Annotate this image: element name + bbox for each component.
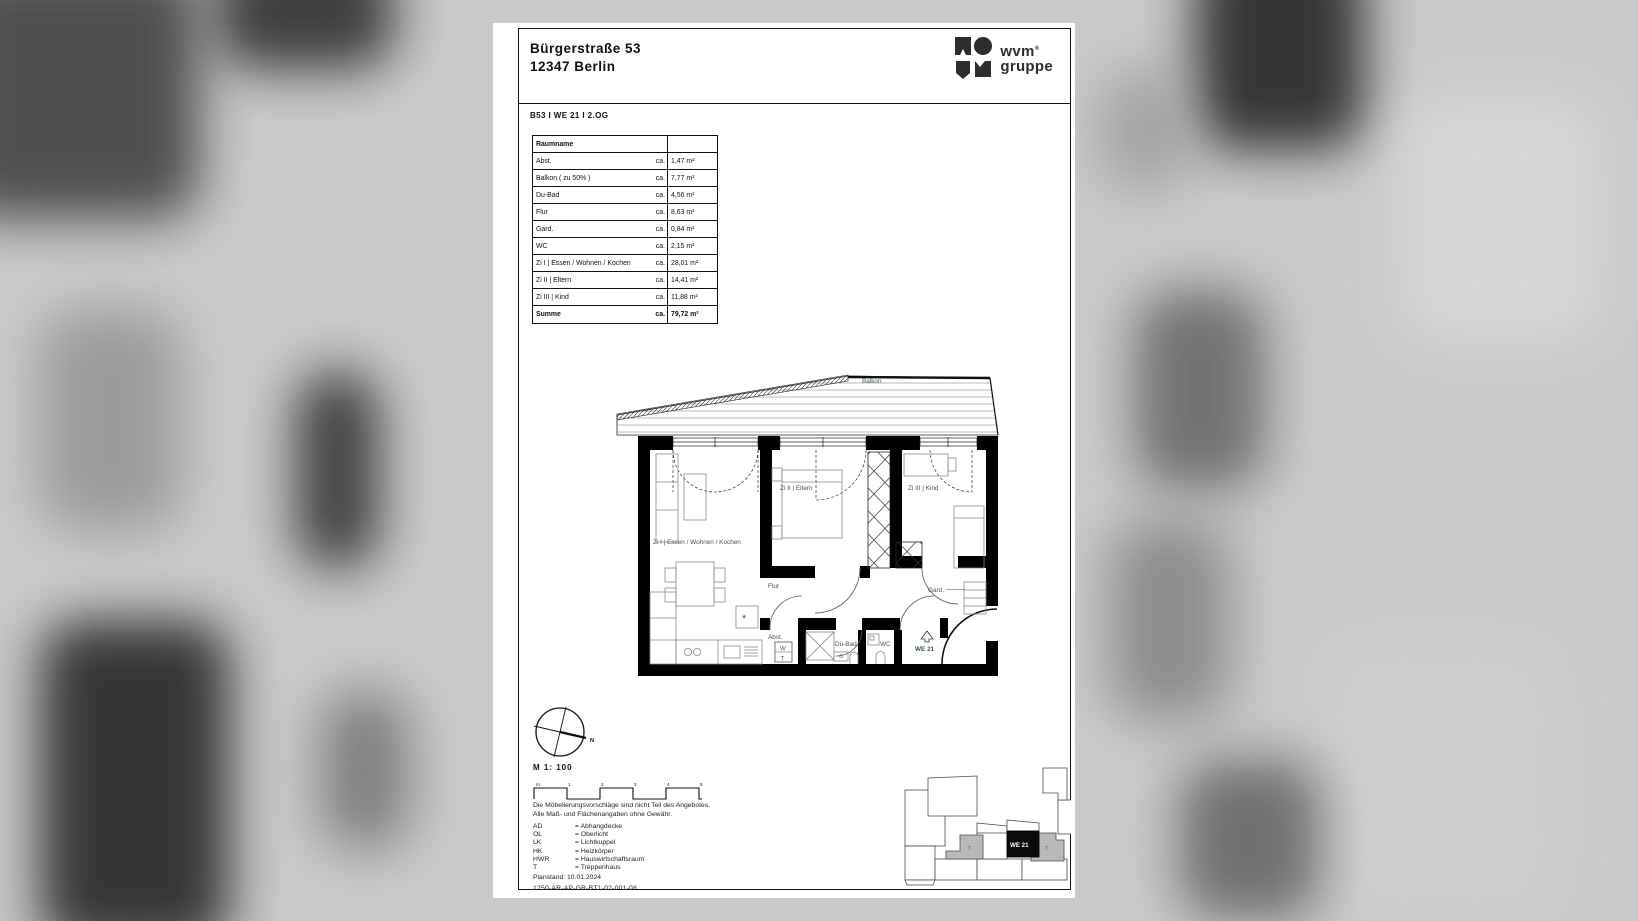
ca-prefix: ca.: [655, 276, 665, 284]
floor-plan-drawing: [610, 356, 1005, 681]
sum-label: Summe: [536, 311, 561, 318]
windows: [673, 437, 977, 447]
legend-meaning: = Abhangdecke: [575, 823, 623, 830]
dishwasher-symbol: *: [742, 613, 747, 625]
plan-date: Planstand: 10.01.2024: [533, 874, 602, 881]
wardrobe: [964, 582, 986, 614]
title-block: [530, 40, 641, 76]
room-name: Abst.: [536, 157, 552, 165]
table-row: [533, 238, 717, 255]
legend-meaning: = Lichtkuppel: [575, 839, 616, 847]
table-row: [533, 153, 717, 170]
sum-area: 79,72 m²: [667, 306, 717, 323]
legend-abbr: LK: [533, 839, 542, 847]
room-area: 7,77 m²: [667, 170, 717, 186]
ca-prefix: ca.: [655, 174, 665, 182]
table-row: [533, 170, 717, 187]
room-name: Flur: [536, 208, 548, 216]
room-name: Zi III | Kind: [536, 293, 569, 301]
ca-prefix: ca.: [655, 293, 665, 301]
installation-shaft: [868, 452, 890, 568]
room-name: Zi I | Essen / Wohnen / Kochen: [536, 259, 631, 267]
building-key-plan: [883, 763, 1071, 888]
room-name: WC: [536, 242, 548, 250]
room-area: 11,88 m²: [667, 289, 717, 305]
scale-tick: 5: [700, 782, 703, 787]
legend-meaning: = Hauswirtschaftsraum: [575, 855, 645, 863]
scale-tick: 4: [667, 782, 670, 787]
legend-meaning: = Treppenhaus: [575, 864, 621, 872]
room-name: Zi II | Eltern: [536, 276, 572, 284]
keyplan-we21-label: WE 21: [1010, 842, 1029, 849]
legend-abbr: T: [533, 864, 538, 872]
ca-prefix: ca.: [655, 242, 665, 250]
legend-meaning: = Oberlicht: [575, 831, 609, 839]
room-area: 4,56 m²: [667, 187, 717, 203]
room-name: Gard.: [536, 225, 554, 233]
room-area: 28,01 m²: [667, 255, 717, 271]
table-row: [533, 289, 717, 306]
logo-word-gruppe: gruppe: [1000, 58, 1053, 75]
label-abst: Abst.: [768, 634, 783, 641]
label-balkon: Balkon: [862, 378, 882, 385]
north-label: N: [590, 738, 594, 744]
legend-row: [533, 839, 644, 847]
legend-row: [533, 864, 644, 872]
table-row: [533, 272, 717, 289]
scale-bar: [532, 779, 707, 801]
scale-tick: 2: [601, 782, 604, 787]
parents-bed: [772, 468, 842, 539]
label-wc: WC: [880, 641, 891, 648]
header-divider: [518, 103, 1071, 104]
table-header-row: [533, 136, 717, 153]
legend-row: [533, 856, 644, 864]
wvm-gruppe-logo: [955, 37, 1053, 79]
scale-tick: 1: [568, 782, 571, 787]
document-number: 1250-AR-AP-GR-BT1-02-001-08: [533, 885, 637, 892]
label-gard: Gard.: [928, 587, 944, 594]
legend-abbr: OL: [533, 831, 543, 839]
table-row: [533, 255, 717, 272]
address-line1: Bürgerstraße 53: [530, 41, 642, 56]
scale-tick: m: [536, 782, 540, 787]
label-zi1: Zi I | Essen / Wohnen / Kochen: [653, 539, 741, 546]
ca-prefix: ca.: [655, 208, 665, 216]
keyplan-t-label: T: [968, 846, 972, 852]
note-line: Alle Maß- und Flächenangaben ohne Gewähr.: [533, 810, 673, 818]
legend-row: [533, 848, 644, 856]
north-compass: [533, 705, 603, 763]
legend-abbr: HK: [533, 847, 543, 855]
note-line: Die Möbelierungsvorschläge sind nicht Teil des Angebotes.: [533, 802, 711, 809]
scale-label: M 1: 100: [533, 763, 573, 772]
legend-meaning: = Heizkörper: [575, 847, 614, 855]
label-zi3: Zi III | Kind: [908, 485, 939, 492]
room-area-table: [532, 135, 718, 324]
keyplan-t-label: T: [1045, 846, 1049, 852]
logo-word-wvm: wvm: [1000, 43, 1035, 60]
abbreviation-legend: [533, 823, 644, 872]
scale-tick: 3: [634, 782, 637, 787]
balcony-door-swings: [673, 450, 972, 500]
logo-registered-mark: ®: [1034, 46, 1040, 52]
ca-prefix: ca.: [655, 311, 665, 318]
legend-abbr: HWR: [533, 855, 550, 863]
installation-shaft-small: [896, 542, 922, 568]
room-area: 8,63 m²: [667, 204, 717, 220]
table-row: [533, 187, 717, 204]
disclaimer-notes: [533, 802, 710, 819]
table-sum-row: [533, 306, 717, 323]
room-area: 14,41 m²: [667, 272, 717, 288]
label-we21: WE 21: [915, 646, 935, 653]
logo-wordmark: [1000, 42, 1053, 74]
room-area: 2,15 m²: [667, 238, 717, 254]
room-name: Balkon ( zu 50% ): [536, 174, 591, 182]
plan-sheet: [493, 23, 1075, 898]
label-dubad: Du-Bad: [835, 641, 857, 648]
ca-prefix: ca.: [655, 259, 665, 267]
washer-letter: W: [780, 646, 786, 653]
dryer-letter: T: [780, 656, 785, 663]
label-flur: Flur: [768, 583, 780, 590]
address-line2: 12347 Berlin: [530, 59, 616, 74]
ca-prefix: ca.: [655, 157, 665, 165]
entry-arrow: [921, 631, 933, 642]
room-area: 1,47 m²: [667, 153, 717, 169]
legend-abbr: AD: [533, 823, 543, 830]
legend-row: [533, 831, 644, 839]
column-header-raumname: Raumname: [536, 140, 574, 148]
ca-prefix: ca.: [655, 191, 665, 199]
ca-prefix: ca.: [655, 225, 665, 233]
room-name: Du-Bad: [536, 191, 560, 199]
table-row: [533, 221, 717, 238]
washer-dryer: [775, 642, 792, 663]
kitchen-counter: [650, 592, 762, 664]
staircase-left: [946, 835, 983, 859]
living-furniture: [656, 454, 725, 606]
unit-identifier: B53 I WE 21 I 2.OG: [530, 111, 609, 120]
bath-fixtures: [806, 632, 885, 664]
legend-row: [533, 823, 644, 831]
room-area: 0,84 m²: [667, 221, 717, 237]
label-zi2: Zi II | Eltern: [780, 485, 813, 492]
wvm-logo-icon: [955, 37, 993, 79]
balcony: [617, 375, 998, 435]
table-row: [533, 204, 717, 221]
